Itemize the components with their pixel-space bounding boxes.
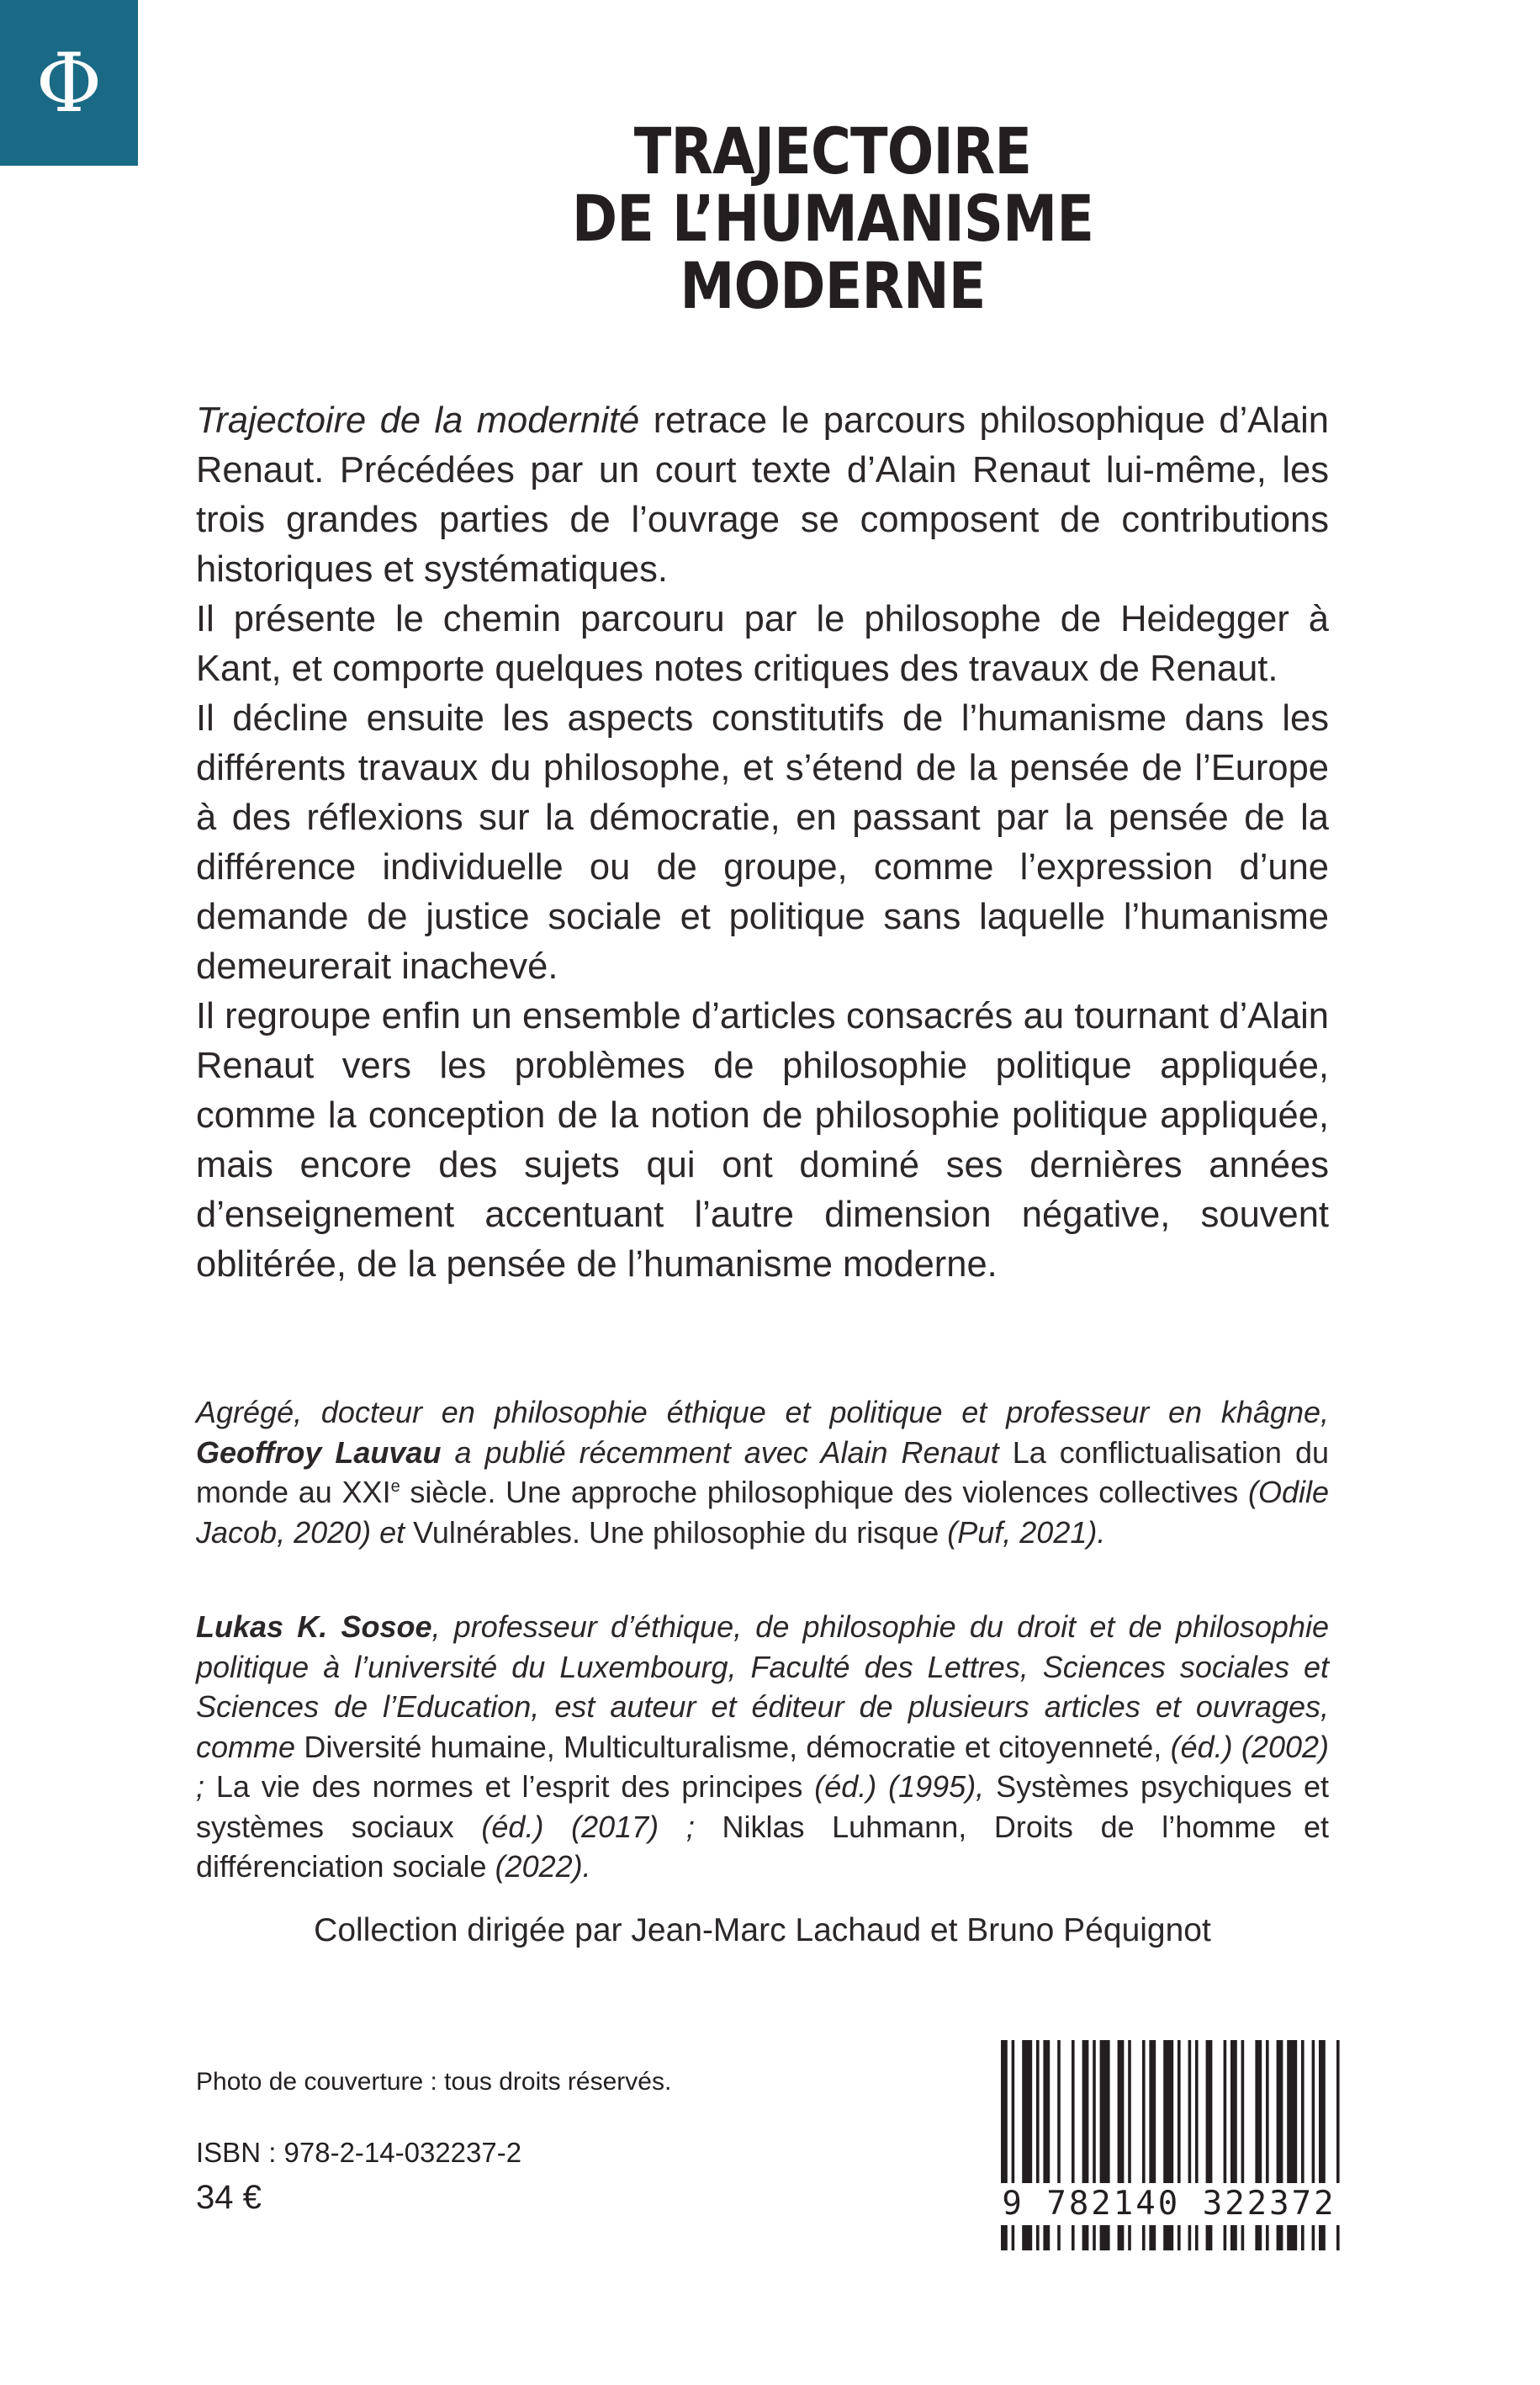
collection-credit: Collection dirigée par Jean-Marc Lachaud et Bruno Péquignot <box>314 1912 1211 1948</box>
summary-paragraph-1 <box>196 396 1329 595</box>
title-line-1: TRAJECTOIRE <box>633 114 1032 188</box>
summary-paragraph-3: Il décline ensuite les aspects constitutifs de l’humanisme dans les différents travaux du philosophe, et s’étend de la pensée de l’Europe à des réflexions sur la démocratie, en passant par la pensée de la différence individuelle ou de groupe, comme l’expression d’une demande de justice sociale et politique sans laquelle l’humanisme demeurerait inachevé. <box>196 698 1329 987</box>
photo-credit: Photo de couverture : tous droits réservés. <box>196 2068 672 2096</box>
summary-p1-text: retrace le parcours philosophique d’Alain Renaut. Précédées par un court texte d’Alain Renaut lui-même, les trois grandes parties de l’ouvrage se composent de contributions historiques et systématiques. <box>196 400 1329 590</box>
title-line-2: DE L’HUMANISME <box>571 181 1094 256</box>
isbn: ISBN : 978-2-14-032237-2 <box>196 2137 522 2168</box>
barcode-digits: 9 782140 322372 <box>992 2183 1346 2225</box>
book-summary <box>196 396 1329 1290</box>
publisher-logo <box>0 0 138 166</box>
author-bio-lauvau: Agrégé, docteur en philosophie éthique et politique et professeur en khâgne, Geoffroy Lauvau a publié récemment avec Alain Renaut La conflictualisation du monde au XXIe siècle. Une approche philosophique des violences collectives (Odile Jacob, 2020) et Vulnérables. Une philosophie du risque (Puf, 2021). <box>196 1395 1330 1550</box>
author-name-lauvau: Geoffroy Lauvau <box>196 1434 442 1470</box>
phi-logo-icon: Φ <box>35 35 103 130</box>
author-name-sosoe: Lukas K. Sosoe <box>196 1609 432 1644</box>
author-bio-sosoe: Lukas K. Sosoe, professeur d’éthique, de philosophie du droit et de philosophie politique à l’université du Luxembourg, Faculté des Lettres, Sciences sociales et Sciences de l’Education, est auteur et éditeur de plusieurs articles et ouvrages, comme Diversité humaine, Multiculturalisme, démocratie et citoyenneté, (éd.) (2002) ; La vie des normes et l’esprit des principes (éd.) (1995), Systèmes psychiques et systèmes sociaux (éd.) (2017) ; Niklas Luhmann, Droits de l’homme et différenciation sociale (2022). <box>196 1609 1330 1884</box>
book-title <box>521 114 1144 323</box>
price: 34 € <box>196 2179 262 2216</box>
summary-paragraph-4: Il regroupe enfin un ensemble d’articles consacrés au tournant d’Alain Renaut vers les problèmes de philosophie politique appliquée, comme la conception de la notion de philosophie politique appliquée, mais encore des sujets qui ont dominé ses dernières années d’enseignement accentuant l’autre dimension négative, souvent oblitérée, de la pensée de l’humanisme moderne. <box>196 996 1329 1285</box>
title-line-3: MODERNE <box>680 248 986 323</box>
summary-paragraph-2: Il présente le chemin parcouru par le philosophe de Heidegger à Kant, et comporte quelques notes critiques des travaux de Renaut. <box>196 599 1329 689</box>
summary-italic-title: Trajectoire de la modernité <box>196 400 640 441</box>
